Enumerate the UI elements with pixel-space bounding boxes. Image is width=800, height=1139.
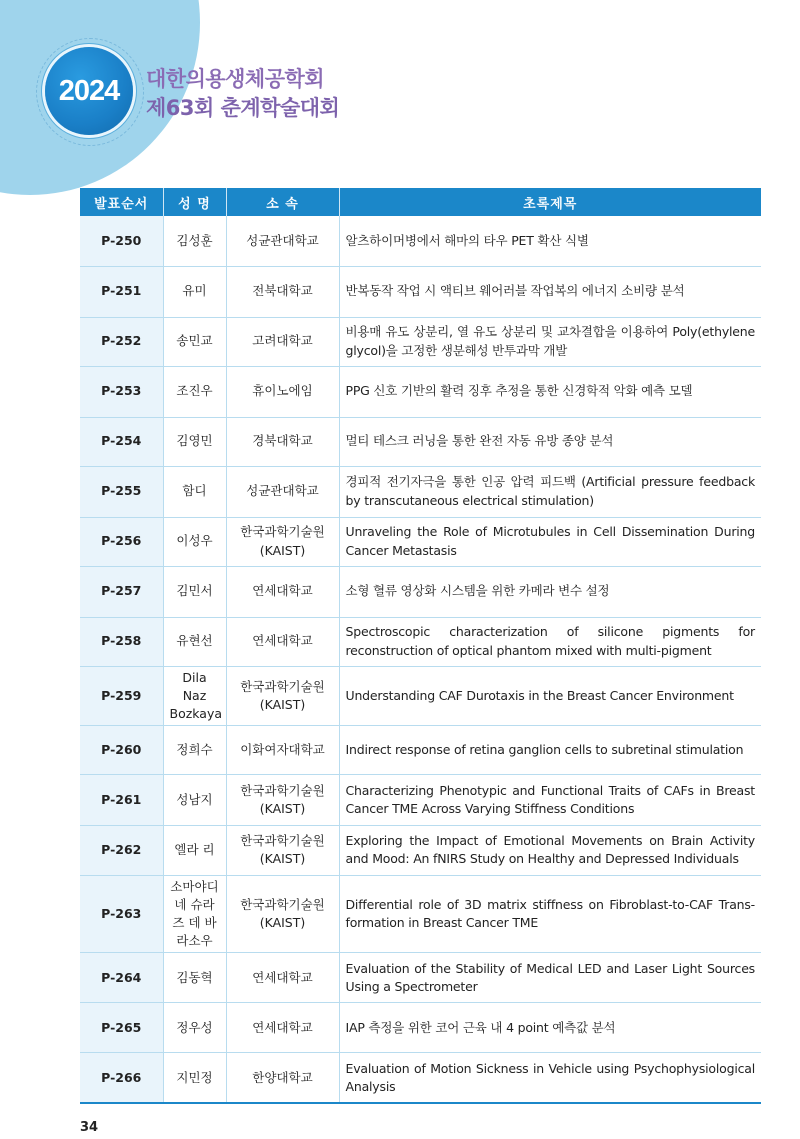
presenter-name: 함디	[163, 466, 226, 517]
affiliation: 한국과학기술원 (KAIST)	[226, 517, 339, 566]
page-number: 34	[80, 1120, 99, 1135]
table-row	[80, 953, 761, 1003]
presentation-number: P-261	[80, 774, 163, 825]
presenter-name: 정우성	[163, 1003, 226, 1053]
society-name: 대한의용생체공학회	[146, 67, 325, 91]
affiliation: 성균관대학교	[226, 466, 339, 517]
table-header-row	[80, 188, 761, 216]
table-row	[80, 774, 761, 825]
table-row	[80, 517, 761, 566]
year-badge	[45, 47, 133, 135]
abstract-title: Spectroscopic characterization of silicone pigments for reconstruction of optical phantom mixed with multi-pigment	[339, 617, 761, 666]
abstract-title: Unraveling the Role of Microtubules in Cell Dissemination During Cancer Metastasis	[339, 517, 761, 566]
presentation-number: P-264	[80, 953, 163, 1003]
presenter-name: 김동혁	[163, 953, 226, 1003]
presentation-number: P-255	[80, 466, 163, 517]
affiliation: 연세대학교	[226, 617, 339, 666]
table-row	[80, 216, 761, 266]
table-row	[80, 725, 761, 774]
event-name: 제63회 춘계학술대회	[146, 96, 340, 120]
presentation-number: P-254	[80, 417, 163, 466]
presenter-name: 이성우	[163, 517, 226, 566]
abstract-title: 멀티 테스크 러닝을 통한 완전 자동 유방 종양 분석	[339, 417, 761, 466]
abstract-title: 반복동작 작업 시 액티브 웨어러블 작업복의 에너지 소비량 분석	[339, 266, 761, 317]
header-title: 초록제목	[339, 188, 761, 216]
affiliation: 휴이노에임	[226, 366, 339, 417]
abstract-title: Evaluation of Motion Sickness in Vehicle using Psychophysiological Analysis	[339, 1053, 761, 1103]
presentation-number: P-252	[80, 317, 163, 366]
presenter-name: 유현선	[163, 617, 226, 666]
presentation-number: P-256	[80, 517, 163, 566]
presenter-name: 조진우	[163, 366, 226, 417]
year-text: 2024	[58, 74, 120, 107]
table-row	[80, 1053, 761, 1103]
presentation-number: P-259	[80, 666, 163, 725]
table-row	[80, 1003, 761, 1053]
table-row	[80, 317, 761, 366]
abstract-title: IAP 측정을 위한 코어 근육 내 4 point 예측값 분석	[339, 1003, 761, 1053]
affiliation: 연세대학교	[226, 953, 339, 1003]
abstract-title: Characterizing Phenotypic and Functional Traits of CAFs in Breast Cancer TME Across Varying Stiffness Conditions	[339, 774, 761, 825]
presentation-number: P-260	[80, 725, 163, 774]
program-table	[80, 188, 761, 1104]
header-name: 성 명	[163, 188, 226, 216]
presenter-name: 소마야디네 슈라즈 데 바라소우	[163, 875, 226, 953]
affiliation: 연세대학교	[226, 1003, 339, 1053]
affiliation: 한양대학교	[226, 1053, 339, 1103]
presentation-number: P-250	[80, 216, 163, 266]
table-row	[80, 617, 761, 666]
abstract-title: PPG 신호 기반의 활력 징후 추정을 통한 신경학적 악화 예측 모델	[339, 366, 761, 417]
abstract-title: Exploring the Impact of Emotional Movements on Brain Activity and Mood: An fNIRS Study on Healthy and Depressed Individuals	[339, 825, 761, 875]
presentation-number: P-258	[80, 617, 163, 666]
table-row	[80, 466, 761, 517]
abstract-title: 경피적 전기자극을 통한 인공 압력 피드백 (Artificial pressure feedback by transcutaneous electrical stimulation)	[339, 466, 761, 517]
affiliation: 이화여자대학교	[226, 725, 339, 774]
presenter-name: 성남지	[163, 774, 226, 825]
affiliation: 전북대학교	[226, 266, 339, 317]
presenter-name: 엘라 리	[163, 825, 226, 875]
affiliation: 연세대학교	[226, 566, 339, 617]
table-row	[80, 266, 761, 317]
affiliation: 한국과학기술원 (KAIST)	[226, 825, 339, 875]
abstract-title: 알츠하이머병에서 해마의 타우 PET 확산 식별	[339, 216, 761, 266]
presenter-name: 김영민	[163, 417, 226, 466]
presenter-name: 지민정	[163, 1053, 226, 1103]
header-affiliation: 소 속	[226, 188, 339, 216]
abstract-title: Differential role of 3D matrix stiffness on Fibroblast-to-CAF Trans-formation in Breast Cancer TME	[339, 875, 761, 953]
abstract-title: Understanding CAF Durotaxis in the Breast Cancer Environment	[339, 666, 761, 725]
table-row	[80, 825, 761, 875]
presenter-name: 김성훈	[163, 216, 226, 266]
presenter-name: 정희수	[163, 725, 226, 774]
affiliation: 성균관대학교	[226, 216, 339, 266]
presenter-name: 송민교	[163, 317, 226, 366]
affiliation: 경북대학교	[226, 417, 339, 466]
abstract-title: 비용매 유도 상분리, 열 유도 상분리 및 교차결합을 이용하여 Poly(ethylene glycol)을 고정한 생분해성 반투과막 개발	[339, 317, 761, 366]
affiliation: 한국과학기술원 (KAIST)	[226, 774, 339, 825]
presenter-name: 유미	[163, 266, 226, 317]
presenter-name: 김민서	[163, 566, 226, 617]
table-row	[80, 666, 761, 725]
presentation-number: P-266	[80, 1053, 163, 1103]
presentation-number: P-262	[80, 825, 163, 875]
table-row	[80, 417, 761, 466]
table-row	[80, 366, 761, 417]
abstract-title: Indirect response of retina ganglion cells to subretinal stimulation	[339, 725, 761, 774]
presenter-name: Dila Naz Bozkaya	[163, 666, 226, 725]
presentation-number: P-265	[80, 1003, 163, 1053]
affiliation: 한국과학기술원 (KAIST)	[226, 666, 339, 725]
presentation-number: P-263	[80, 875, 163, 953]
affiliation: 고려대학교	[226, 317, 339, 366]
header-order: 발표순서	[80, 188, 163, 216]
table-row	[80, 875, 761, 953]
affiliation: 한국과학기술원 (KAIST)	[226, 875, 339, 953]
abstract-title: Evaluation of the Stability of Medical LED and Laser Light Sources Using a Spectrometer	[339, 953, 761, 1003]
presentation-number: P-251	[80, 266, 163, 317]
table-row	[80, 566, 761, 617]
presentation-number: P-257	[80, 566, 163, 617]
abstract-title: 소형 혈류 영상화 시스템을 위한 카메라 변수 설정	[339, 566, 761, 617]
presentation-number: P-253	[80, 366, 163, 417]
